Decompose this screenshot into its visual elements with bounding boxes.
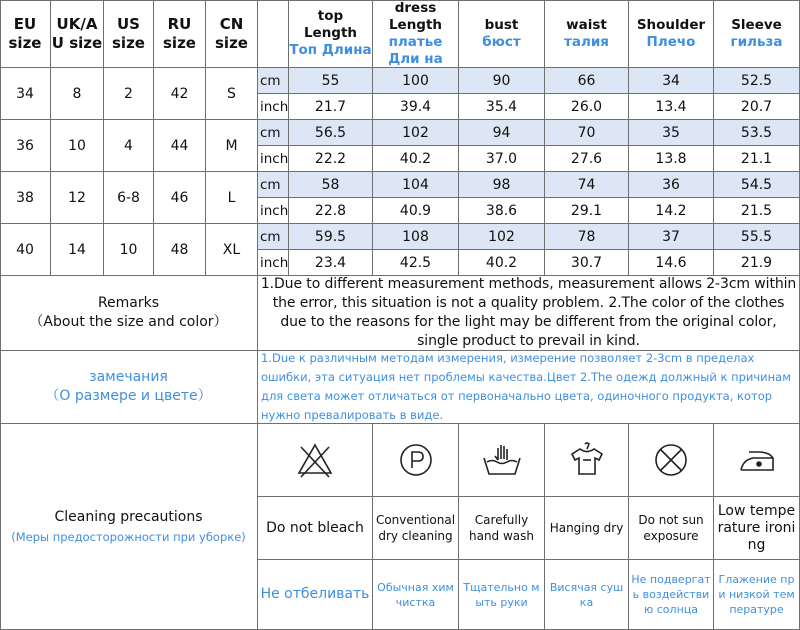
hand-wash-icon [459, 424, 545, 497]
cell-top-length-cm: 55 [289, 68, 373, 94]
header-us-size [104, 0, 154, 68]
unit-inch: inch [258, 94, 289, 120]
cell-cn: M [206, 120, 258, 172]
cell-us: 4 [104, 120, 154, 172]
cell-sleeve-cm: 52.5 [714, 68, 800, 94]
header-shoulder-en: Shoulder [636, 16, 706, 33]
cell-bust-cm: 102 [459, 224, 545, 250]
header-uk-label: UK/A U size [51, 14, 103, 52]
hanging-dry-icon [545, 424, 629, 497]
cell-dress-length-inch: 40.9 [373, 198, 459, 224]
cell-shoulder-cm: 37 [629, 224, 714, 250]
cell-shoulder-inch: 14.2 [629, 198, 714, 224]
cell-sleeve-cm: 55.5 [714, 224, 800, 250]
cell-dress-length-cm: 100 [373, 68, 459, 94]
unit-cm: cm [258, 224, 289, 250]
cell-dress-length-inch: 40.2 [373, 146, 459, 172]
cell-cn: S [206, 68, 258, 120]
cell-top-length-cm: 58 [289, 172, 373, 198]
header-waist-ru: талия [564, 33, 609, 50]
header-bust [459, 0, 545, 68]
care-en-no-bleach: Do not bleach [258, 497, 373, 560]
unit-inch: inch [258, 146, 289, 172]
no-sun-icon [629, 424, 714, 497]
header-dress-length-ru: платье Дли на [388, 33, 443, 67]
cell-cn: L [206, 172, 258, 224]
cell-us: 6-8 [104, 172, 154, 224]
cell-bust-inch: 40.2 [459, 250, 545, 276]
care-ru-dry-clean: Обычная хим чистка [373, 560, 459, 630]
header-sleeve-ru: гильза [730, 33, 783, 50]
header-eu-size [0, 0, 51, 68]
cell-sleeve-cm: 53.5 [714, 120, 800, 146]
cell-uk: 12 [51, 172, 104, 224]
remarks-title-ru: замечания [89, 369, 168, 385]
remarks-subtitle-ru: （О размере и цвете） [45, 388, 212, 404]
cell-shoulder-inch: 14.6 [629, 250, 714, 276]
cleaning-subtitle-ru: (Меры предосторожности при уборке) [11, 529, 246, 544]
header-bust-en: bust [484, 16, 519, 33]
header-unit-blank [258, 0, 289, 68]
cell-top-length-cm: 59.5 [289, 224, 373, 250]
cell-shoulder-cm: 36 [629, 172, 714, 198]
cell-top-length-inch: 21.7 [289, 94, 373, 120]
header-waist-en: waist [566, 16, 607, 33]
header-dress-length [373, 0, 459, 68]
cell-shoulder-inch: 13.8 [629, 146, 714, 172]
cell-us: 2 [104, 68, 154, 120]
cell-dress-length-cm: 104 [373, 172, 459, 198]
cell-waist-inch: 26.0 [545, 94, 629, 120]
cell-top-length-inch: 22.2 [289, 146, 373, 172]
cell-sleeve-inch: 20.7 [714, 94, 800, 120]
cell-waist-inch: 30.7 [545, 250, 629, 276]
remarks-label [0, 276, 258, 351]
cell-ru: 46 [154, 172, 206, 224]
cell-eu: 40 [0, 224, 51, 276]
care-en-low-iron: Low temperature ironing [714, 497, 800, 560]
low-iron-icon [714, 424, 800, 497]
header-cn-label: CN size [215, 14, 248, 52]
cell-bust-inch: 38.6 [459, 198, 545, 224]
header-top-length-en: top Length [303, 8, 358, 41]
cell-dress-length-cm: 108 [373, 224, 459, 250]
cell-dress-length-inch: 39.4 [373, 94, 459, 120]
cell-uk: 10 [51, 120, 104, 172]
cell-top-length-inch: 22.8 [289, 198, 373, 224]
unit-inch: inch [258, 198, 289, 224]
remarks-text-ru: 1.Due к различным методам измерения, измерение позволяет 2-3cm в пределах ошибки, эта ситуация нет проблемы качества.Цвет 2.The одежд должный к причинам для света может отличаться от первоначально цвета, одиночного продукта, котор нужно превалировать в виде. [258, 351, 800, 424]
care-en-hand-wash: Carefully hand wash [459, 497, 545, 560]
care-ru-no-bleach: Не отбеливать [258, 560, 373, 630]
cell-eu: 36 [0, 120, 51, 172]
header-shoulder-ru: Плечо [646, 33, 696, 50]
header-ru-size [154, 0, 206, 68]
no-bleach-icon [258, 424, 373, 497]
cleaning-title: Cleaning precautions [54, 508, 203, 525]
care-en-no-sun: Do not sun exposure [629, 497, 714, 560]
header-dress-length-en: dress Length [388, 0, 443, 33]
cell-top-length-inch: 23.4 [289, 250, 373, 276]
cell-sleeve-cm: 54.5 [714, 172, 800, 198]
cell-bust-cm: 90 [459, 68, 545, 94]
cell-shoulder-inch: 13.4 [629, 94, 714, 120]
cell-uk: 14 [51, 224, 104, 276]
header-ru-label: RU size [163, 14, 196, 52]
care-ru-hanging-dry: Висячая сушка [545, 560, 629, 630]
cell-ru: 44 [154, 120, 206, 172]
care-ru-hand-wash: Тщательно мыть руки [459, 560, 545, 630]
unit-cm: cm [258, 120, 289, 146]
header-sleeve [714, 0, 800, 68]
remarks-text-en: 1.Due to different measurement methods, measurement allows 2-3cm within the error, this situation is not a quality problem. 2.The color of the clothes due to the reasons for the light may be different from the original color, single product to prevail in kind. [258, 276, 800, 351]
cell-shoulder-cm: 34 [629, 68, 714, 94]
cell-waist-cm: 66 [545, 68, 629, 94]
care-ru-low-iron: Глажение при низкой температуре [714, 560, 800, 630]
cell-eu: 34 [0, 68, 51, 120]
cell-waist-cm: 74 [545, 172, 629, 198]
cell-ru: 48 [154, 224, 206, 276]
cell-cn: XL [206, 224, 258, 276]
cell-dress-length-cm: 102 [373, 120, 459, 146]
cell-sleeve-inch: 21.9 [714, 250, 800, 276]
header-top-length-ru: Топ Длина [289, 42, 372, 58]
care-en-dry-clean: Conventional dry cleaning [373, 497, 459, 560]
header-uk-size [51, 0, 104, 68]
cell-bust-inch: 37.0 [459, 146, 545, 172]
header-shoulder [629, 0, 714, 68]
cell-us: 10 [104, 224, 154, 276]
cell-uk: 8 [51, 68, 104, 120]
remarks-title: Remarks [97, 295, 160, 311]
header-top-length [289, 0, 373, 68]
care-en-hanging-dry: Hanging dry [545, 497, 629, 560]
cell-eu: 38 [0, 172, 51, 224]
cell-top-length-cm: 56.5 [289, 120, 373, 146]
header-eu-label: EU size [8, 14, 42, 52]
cell-shoulder-cm: 35 [629, 120, 714, 146]
remarks-label-ru [0, 351, 258, 424]
cell-dress-length-inch: 42.5 [373, 250, 459, 276]
cell-waist-cm: 70 [545, 120, 629, 146]
cell-sleeve-inch: 21.5 [714, 198, 800, 224]
header-cn-size [206, 0, 258, 68]
cell-waist-inch: 27.6 [545, 146, 629, 172]
cell-bust-cm: 94 [459, 120, 545, 146]
cell-ru: 42 [154, 68, 206, 120]
cell-waist-inch: 29.1 [545, 198, 629, 224]
header-us-label: US size [112, 14, 145, 52]
header-bust-ru: бюст [482, 33, 521, 50]
cell-waist-cm: 78 [545, 224, 629, 250]
unit-cm: cm [258, 68, 289, 94]
unit-cm: cm [258, 172, 289, 198]
cleaning-label [0, 424, 258, 630]
care-ru-no-sun: Не подвергать воздействию солнца [629, 560, 714, 630]
header-sleeve-en: Sleeve [731, 16, 782, 33]
dry-clean-icon [373, 424, 459, 497]
cell-sleeve-inch: 21.1 [714, 146, 800, 172]
cell-bust-inch: 35.4 [459, 94, 545, 120]
remarks-subtitle: （About the size and color） [29, 314, 228, 330]
unit-inch: inch [258, 250, 289, 276]
header-waist [545, 0, 629, 68]
cell-bust-cm: 98 [459, 172, 545, 198]
